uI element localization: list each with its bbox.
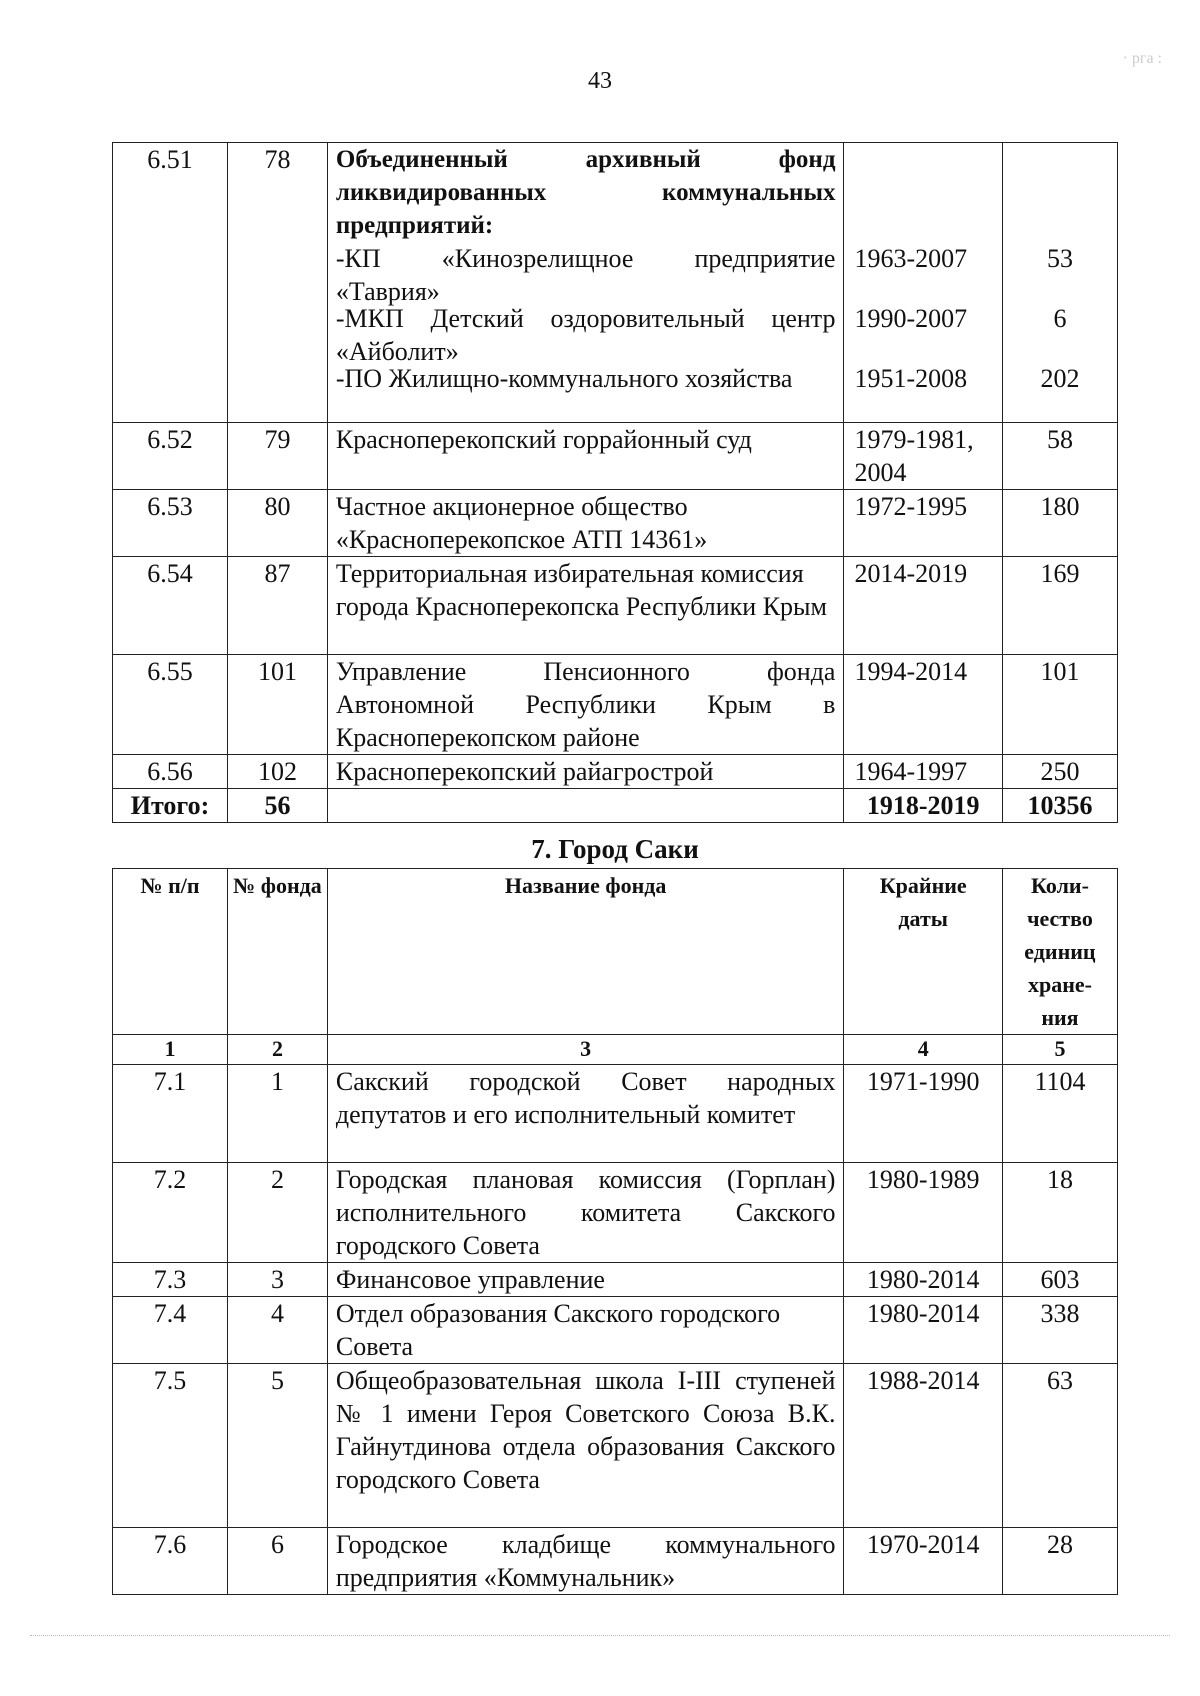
storage-units: 180 (1002, 490, 1117, 557)
page-number: 43 (588, 68, 612, 94)
total-dates: 1918-2019 (844, 789, 1002, 823)
total-fund-count: 56 (228, 789, 328, 823)
sub-fund-dates: 1990-2007 (854, 304, 968, 333)
header-fund: № фонда (228, 869, 328, 1035)
scan-artifact-line (30, 1635, 1170, 1636)
fund-name: Финансовое управление (327, 1263, 844, 1297)
fund-name: Городская плановая комиссия (Горплан) исполнительного комитета Сакского городского Совета (327, 1163, 844, 1263)
row-number: 6.55 (113, 655, 228, 755)
date-range: 1964-1997 (844, 755, 1002, 789)
date-range: 1979-1981, 2004 (844, 423, 1002, 490)
storage-units (1002, 143, 1117, 423)
fund-name: Управление Пенсионного фонда Автономной Республики Крым в Красноперекопском районе (327, 655, 844, 755)
fund-group-title: Объединенный архивный фонд ликвидированных коммунальных предприятий: (335, 146, 836, 239)
row-number: 7.3 (113, 1263, 228, 1297)
faint-stamp-mark: · рга : (1122, 50, 1162, 67)
table-row (113, 1065, 1118, 1163)
storage-units: 250 (1002, 755, 1117, 789)
fund-number: 79 (228, 423, 328, 490)
sub-fund-qty: 53 (1046, 244, 1073, 273)
column-number-row (113, 1035, 1118, 1065)
total-qty: 10356 (1002, 789, 1117, 823)
date-range (844, 143, 1002, 423)
date-range: 1972-1995 (844, 490, 1002, 557)
sub-fund-name: -КП «Кинозрелищное предприятие «Таврия» (335, 244, 836, 306)
fund-number: 78 (228, 143, 328, 423)
row-number: 7.6 (113, 1528, 228, 1595)
fund-name: Красноперекопский райагрострой (327, 755, 844, 789)
fund-name: Частное акционерное общество «Красноперекопское АТП 14361» (327, 490, 844, 557)
fund-name: Городское кладбище коммунального предприятия «Коммунальник» (327, 1528, 844, 1595)
storage-units: 63 (1002, 1364, 1117, 1528)
col-number: 4 (844, 1035, 1002, 1065)
table-row (113, 1163, 1118, 1263)
date-range: 1988-2014 (844, 1364, 1002, 1528)
date-range: 1971-1990 (844, 1065, 1002, 1163)
header-dates: Крайние даты (844, 869, 1002, 1035)
row-number: 7.5 (113, 1364, 228, 1528)
fund-number: 101 (228, 655, 328, 755)
storage-units: 338 (1002, 1297, 1117, 1364)
table-row (113, 490, 1118, 557)
table-row (113, 655, 1118, 755)
section-title: 7. Город Саки (531, 834, 699, 864)
header-num: № п/п (113, 869, 228, 1035)
row-number: 6.51 (113, 143, 228, 423)
table-header-row (113, 869, 1118, 1035)
date-range: 1980-1989 (844, 1163, 1002, 1263)
row-number: 7.2 (113, 1163, 228, 1263)
date-range: 2014-2019 (844, 557, 1002, 655)
storage-units: 101 (1002, 655, 1117, 755)
table-row (113, 1263, 1118, 1297)
fund-name (327, 143, 844, 423)
storage-units: 603 (1002, 1263, 1117, 1297)
sub-fund-name: -МКП Детский оздоровительный центр «Айболит» (335, 304, 836, 366)
fund-name: Общеобразовательная школа I-III ступеней № 1 имени Героя Советского Союза В.К. Гайнутдинова отдела образования Сакского городского Совета (327, 1364, 844, 1528)
row-number: 7.4 (113, 1297, 228, 1364)
row-number: 6.53 (113, 490, 228, 557)
table-row (113, 1297, 1118, 1364)
sub-fund-dates: 1951-2008 (854, 364, 968, 393)
fund-name: Красноперекопский горрайонный суд (327, 423, 844, 490)
row-number: 6.52 (113, 423, 228, 490)
table-row (113, 557, 1118, 655)
row-number: 6.56 (113, 755, 228, 789)
fund-name: Территориальная избирательная комиссия города Красноперекопска Республики Крым (327, 557, 844, 655)
fund-number: 102 (228, 755, 328, 789)
total-row (113, 789, 1118, 823)
row-number: 7.1 (113, 1065, 228, 1163)
archive-table-section-6 (112, 142, 1118, 823)
header-qty: Коли-чество единиц хране-ния (1002, 869, 1117, 1035)
table-row (113, 143, 1118, 423)
table-row (113, 423, 1118, 490)
storage-units: 18 (1002, 1163, 1117, 1263)
total-label: Итого: (113, 789, 228, 823)
col-number: 1 (113, 1035, 228, 1065)
fund-number: 87 (228, 557, 328, 655)
col-number: 5 (1002, 1035, 1117, 1065)
sub-fund-name: -ПО Жилищно-коммунального хозяйства (335, 364, 793, 393)
sub-fund-dates: 1963-2007 (854, 244, 968, 273)
row-number: 6.54 (113, 557, 228, 655)
fund-number: 5 (228, 1364, 328, 1528)
sub-fund-qty: 202 (1040, 364, 1080, 393)
header-name: Название фонда (327, 869, 844, 1035)
total-empty-cell (327, 789, 844, 823)
table-row (113, 1364, 1118, 1528)
fund-name: Сакский городской Совет народных депутатов и его исполнительный комитет (327, 1065, 844, 1163)
col-number: 3 (327, 1035, 844, 1065)
date-range: 1970-2014 (844, 1528, 1002, 1595)
date-range: 1980-2014 (844, 1297, 1002, 1364)
fund-number: 3 (228, 1263, 328, 1297)
date-range: 1994-2014 (844, 655, 1002, 755)
storage-units: 58 (1002, 423, 1117, 490)
fund-number: 4 (228, 1297, 328, 1364)
storage-units: 28 (1002, 1528, 1117, 1595)
table-row (113, 1528, 1118, 1595)
date-range: 1980-2014 (844, 1263, 1002, 1297)
col-number: 2 (228, 1035, 328, 1065)
table-row (113, 755, 1118, 789)
fund-number: 2 (228, 1163, 328, 1263)
storage-units: 1104 (1002, 1065, 1117, 1163)
fund-name: Отдел образования Сакского городского Совета (327, 1297, 844, 1364)
sub-fund-qty: 6 (1053, 304, 1067, 333)
fund-number: 80 (228, 490, 328, 557)
fund-number: 1 (228, 1065, 328, 1163)
storage-units: 169 (1002, 557, 1117, 655)
fund-number: 6 (228, 1528, 328, 1595)
archive-table-section-7 (112, 868, 1118, 1595)
